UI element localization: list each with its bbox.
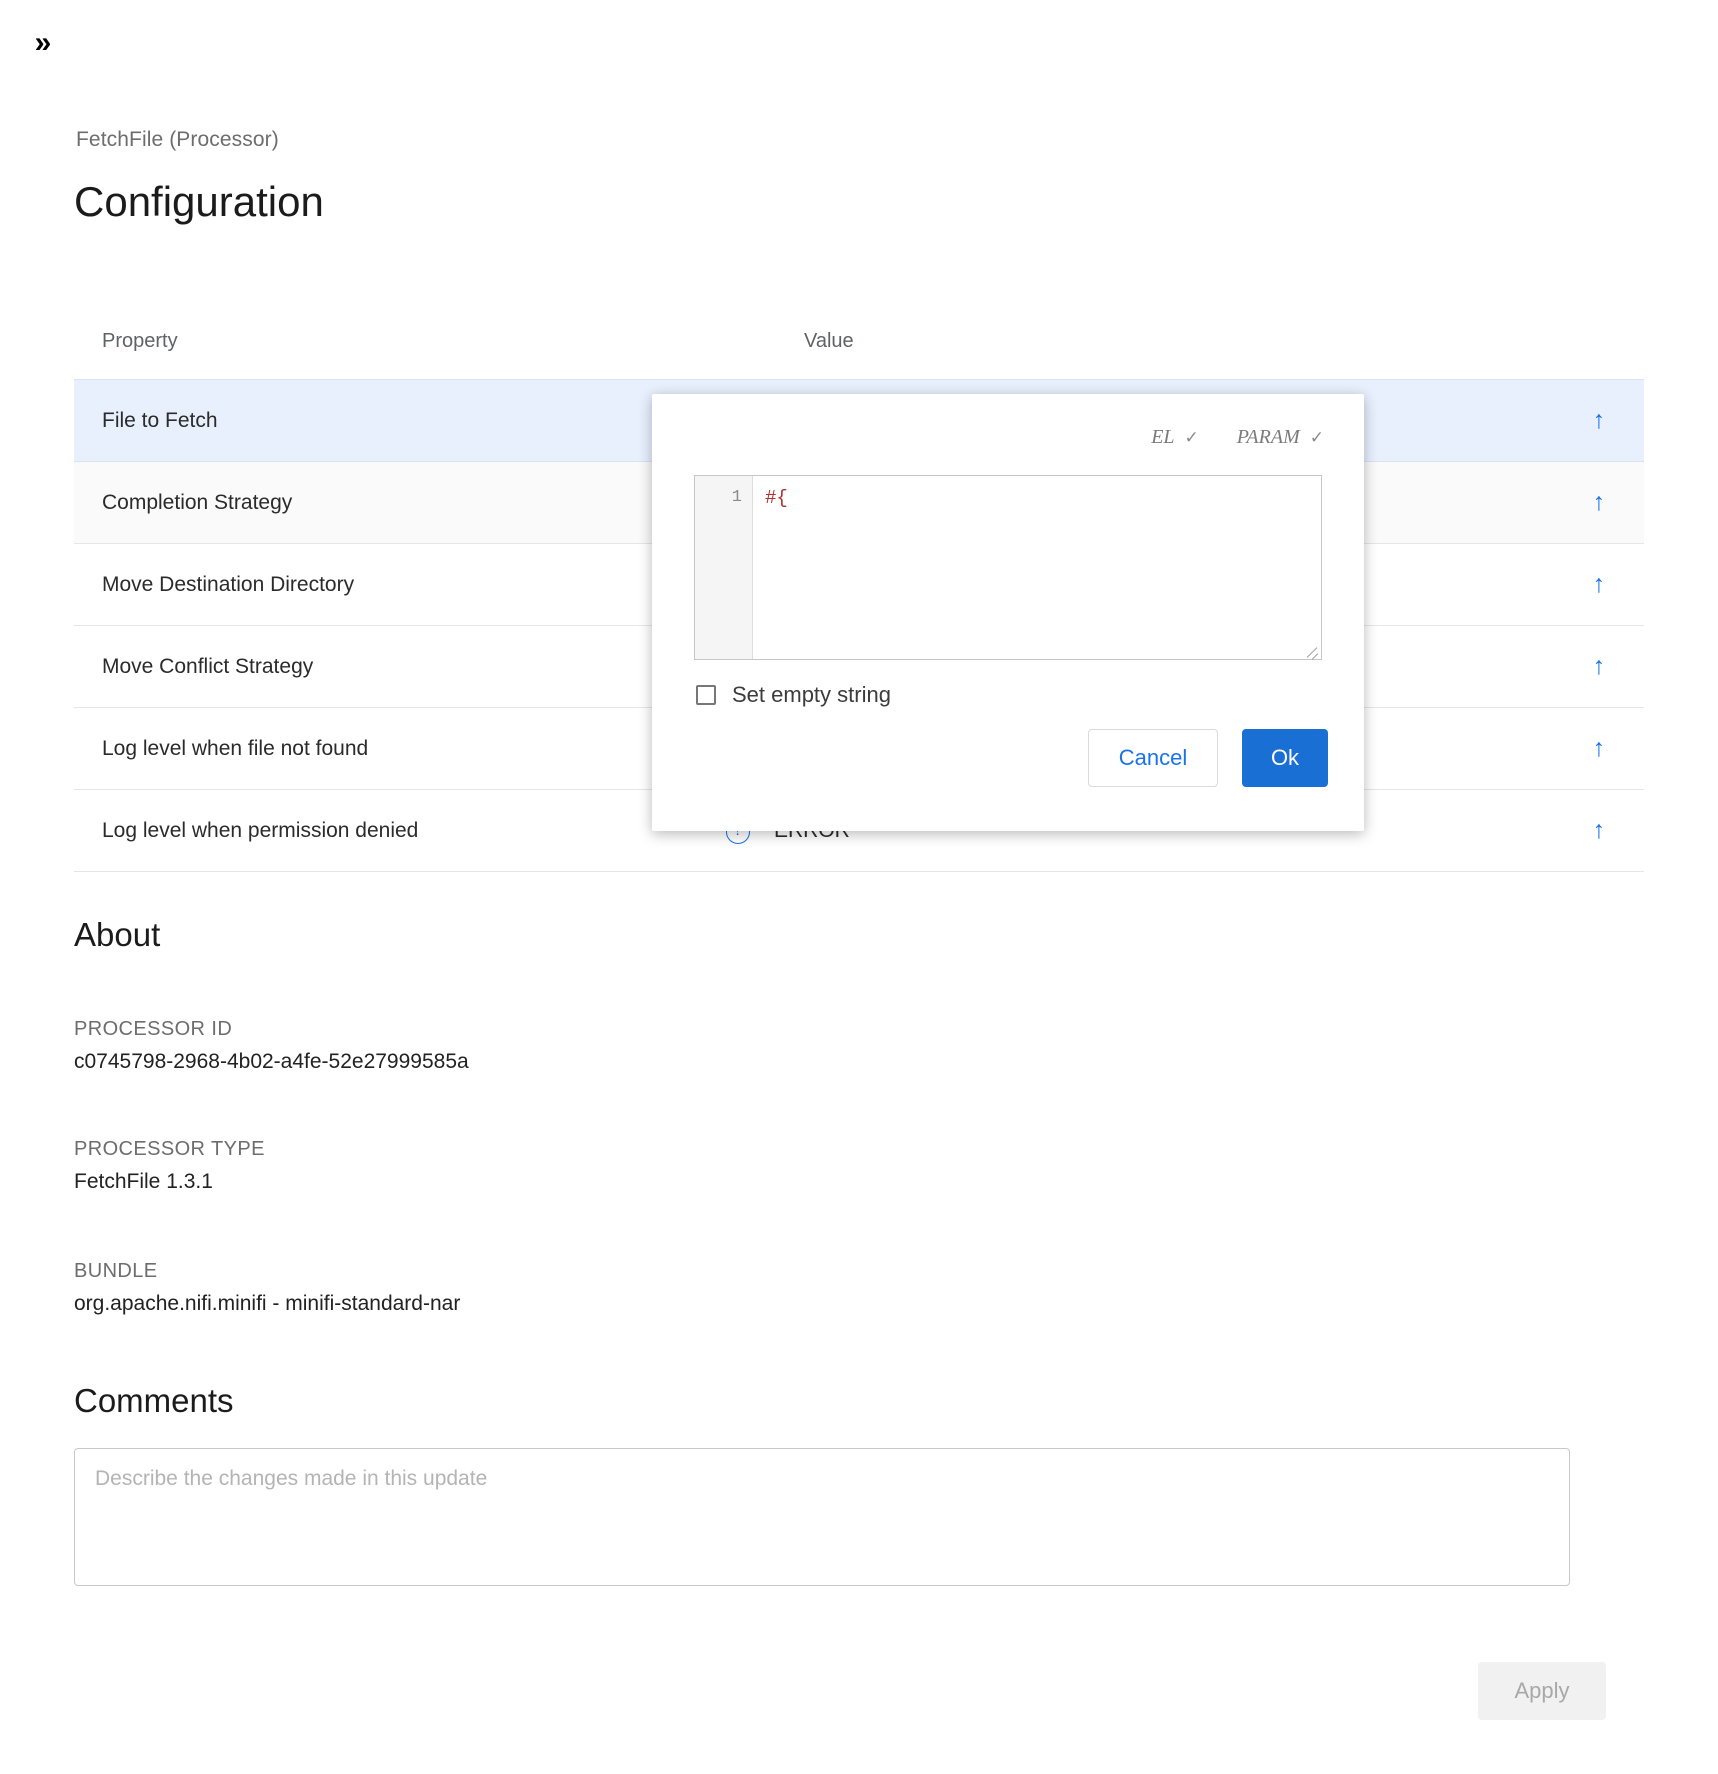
about-heading: About [74, 916, 161, 953]
set-empty-string-row[interactable] [696, 682, 891, 708]
comments-heading: Comments [74, 1382, 234, 1419]
code-editor[interactable] [694, 475, 1322, 660]
param-label: PARAM [1236, 426, 1300, 448]
arrow-up-icon[interactable]: ↑ [1592, 570, 1606, 598]
check-icon: ✓ [1184, 427, 1199, 447]
about-label: PROCESSOR TYPE [74, 1138, 265, 1160]
row-action-cell[interactable] [1554, 626, 1644, 708]
about-value: FetchFile 1.3.1 [74, 1170, 213, 1193]
set-empty-string-label: Set empty string [732, 682, 891, 707]
page-title: Configuration [74, 178, 324, 225]
about-value: org.apache.nifi.minifi - minifi-standard-nar [74, 1292, 461, 1315]
cancel-button[interactable]: Cancel [1088, 729, 1218, 787]
table-header-row [74, 330, 1644, 380]
param-toggle[interactable] [1237, 426, 1324, 449]
arrow-up-icon[interactable]: ↑ [1592, 816, 1606, 844]
value-editor-dialog [652, 394, 1364, 831]
property-name: Log level when permission denied [74, 790, 712, 872]
breadcrumb: FetchFile (Processor) [76, 128, 279, 151]
row-action-cell[interactable] [1554, 380, 1644, 462]
check-icon: ✓ [1309, 427, 1324, 447]
row-action-cell[interactable] [1554, 790, 1644, 872]
el-label: EL [1151, 426, 1175, 448]
set-empty-string-checkbox[interactable] [696, 685, 716, 705]
property-name: Log level when file not found [74, 708, 712, 790]
editor-toolbar [1151, 426, 1324, 449]
about-item-processor-id [74, 1018, 974, 1074]
about-label: PROCESSOR ID [74, 1018, 233, 1040]
dialog-actions [1088, 729, 1328, 787]
arrow-up-icon[interactable]: ↑ [1592, 652, 1606, 680]
about-label: BUNDLE [74, 1260, 158, 1282]
property-name: Completion Strategy [74, 462, 712, 544]
resize-handle-icon[interactable] [1303, 642, 1319, 658]
comments-input[interactable] [74, 1448, 1570, 1586]
property-name: Move Destination Directory [74, 544, 712, 626]
arrow-up-icon[interactable]: ↑ [1592, 734, 1606, 762]
double-chevron-right-icon[interactable]: » [34, 26, 52, 59]
about-value: c0745798-2968-4b02-a4fe-52e27999585a [74, 1050, 469, 1073]
arrow-up-icon[interactable]: ↑ [1592, 406, 1606, 434]
row-action-cell[interactable] [1554, 708, 1644, 790]
arrow-up-icon[interactable]: ↑ [1592, 488, 1606, 516]
el-toggle[interactable] [1151, 426, 1199, 449]
about-item-bundle [74, 1260, 974, 1316]
about-item-processor-type [74, 1138, 974, 1194]
apply-button[interactable]: Apply [1478, 1662, 1606, 1720]
column-header-property: Property [102, 330, 178, 352]
row-action-cell[interactable] [1554, 544, 1644, 626]
line-number-gutter: 1 [695, 476, 753, 659]
column-header-value: Value [804, 330, 854, 352]
property-name: Move Conflict Strategy [74, 626, 712, 708]
ok-button[interactable]: Ok [1242, 729, 1328, 787]
code-input[interactable]: #{ [765, 487, 788, 509]
row-action-cell[interactable] [1554, 462, 1644, 544]
property-name: File to Fetch [74, 380, 712, 462]
